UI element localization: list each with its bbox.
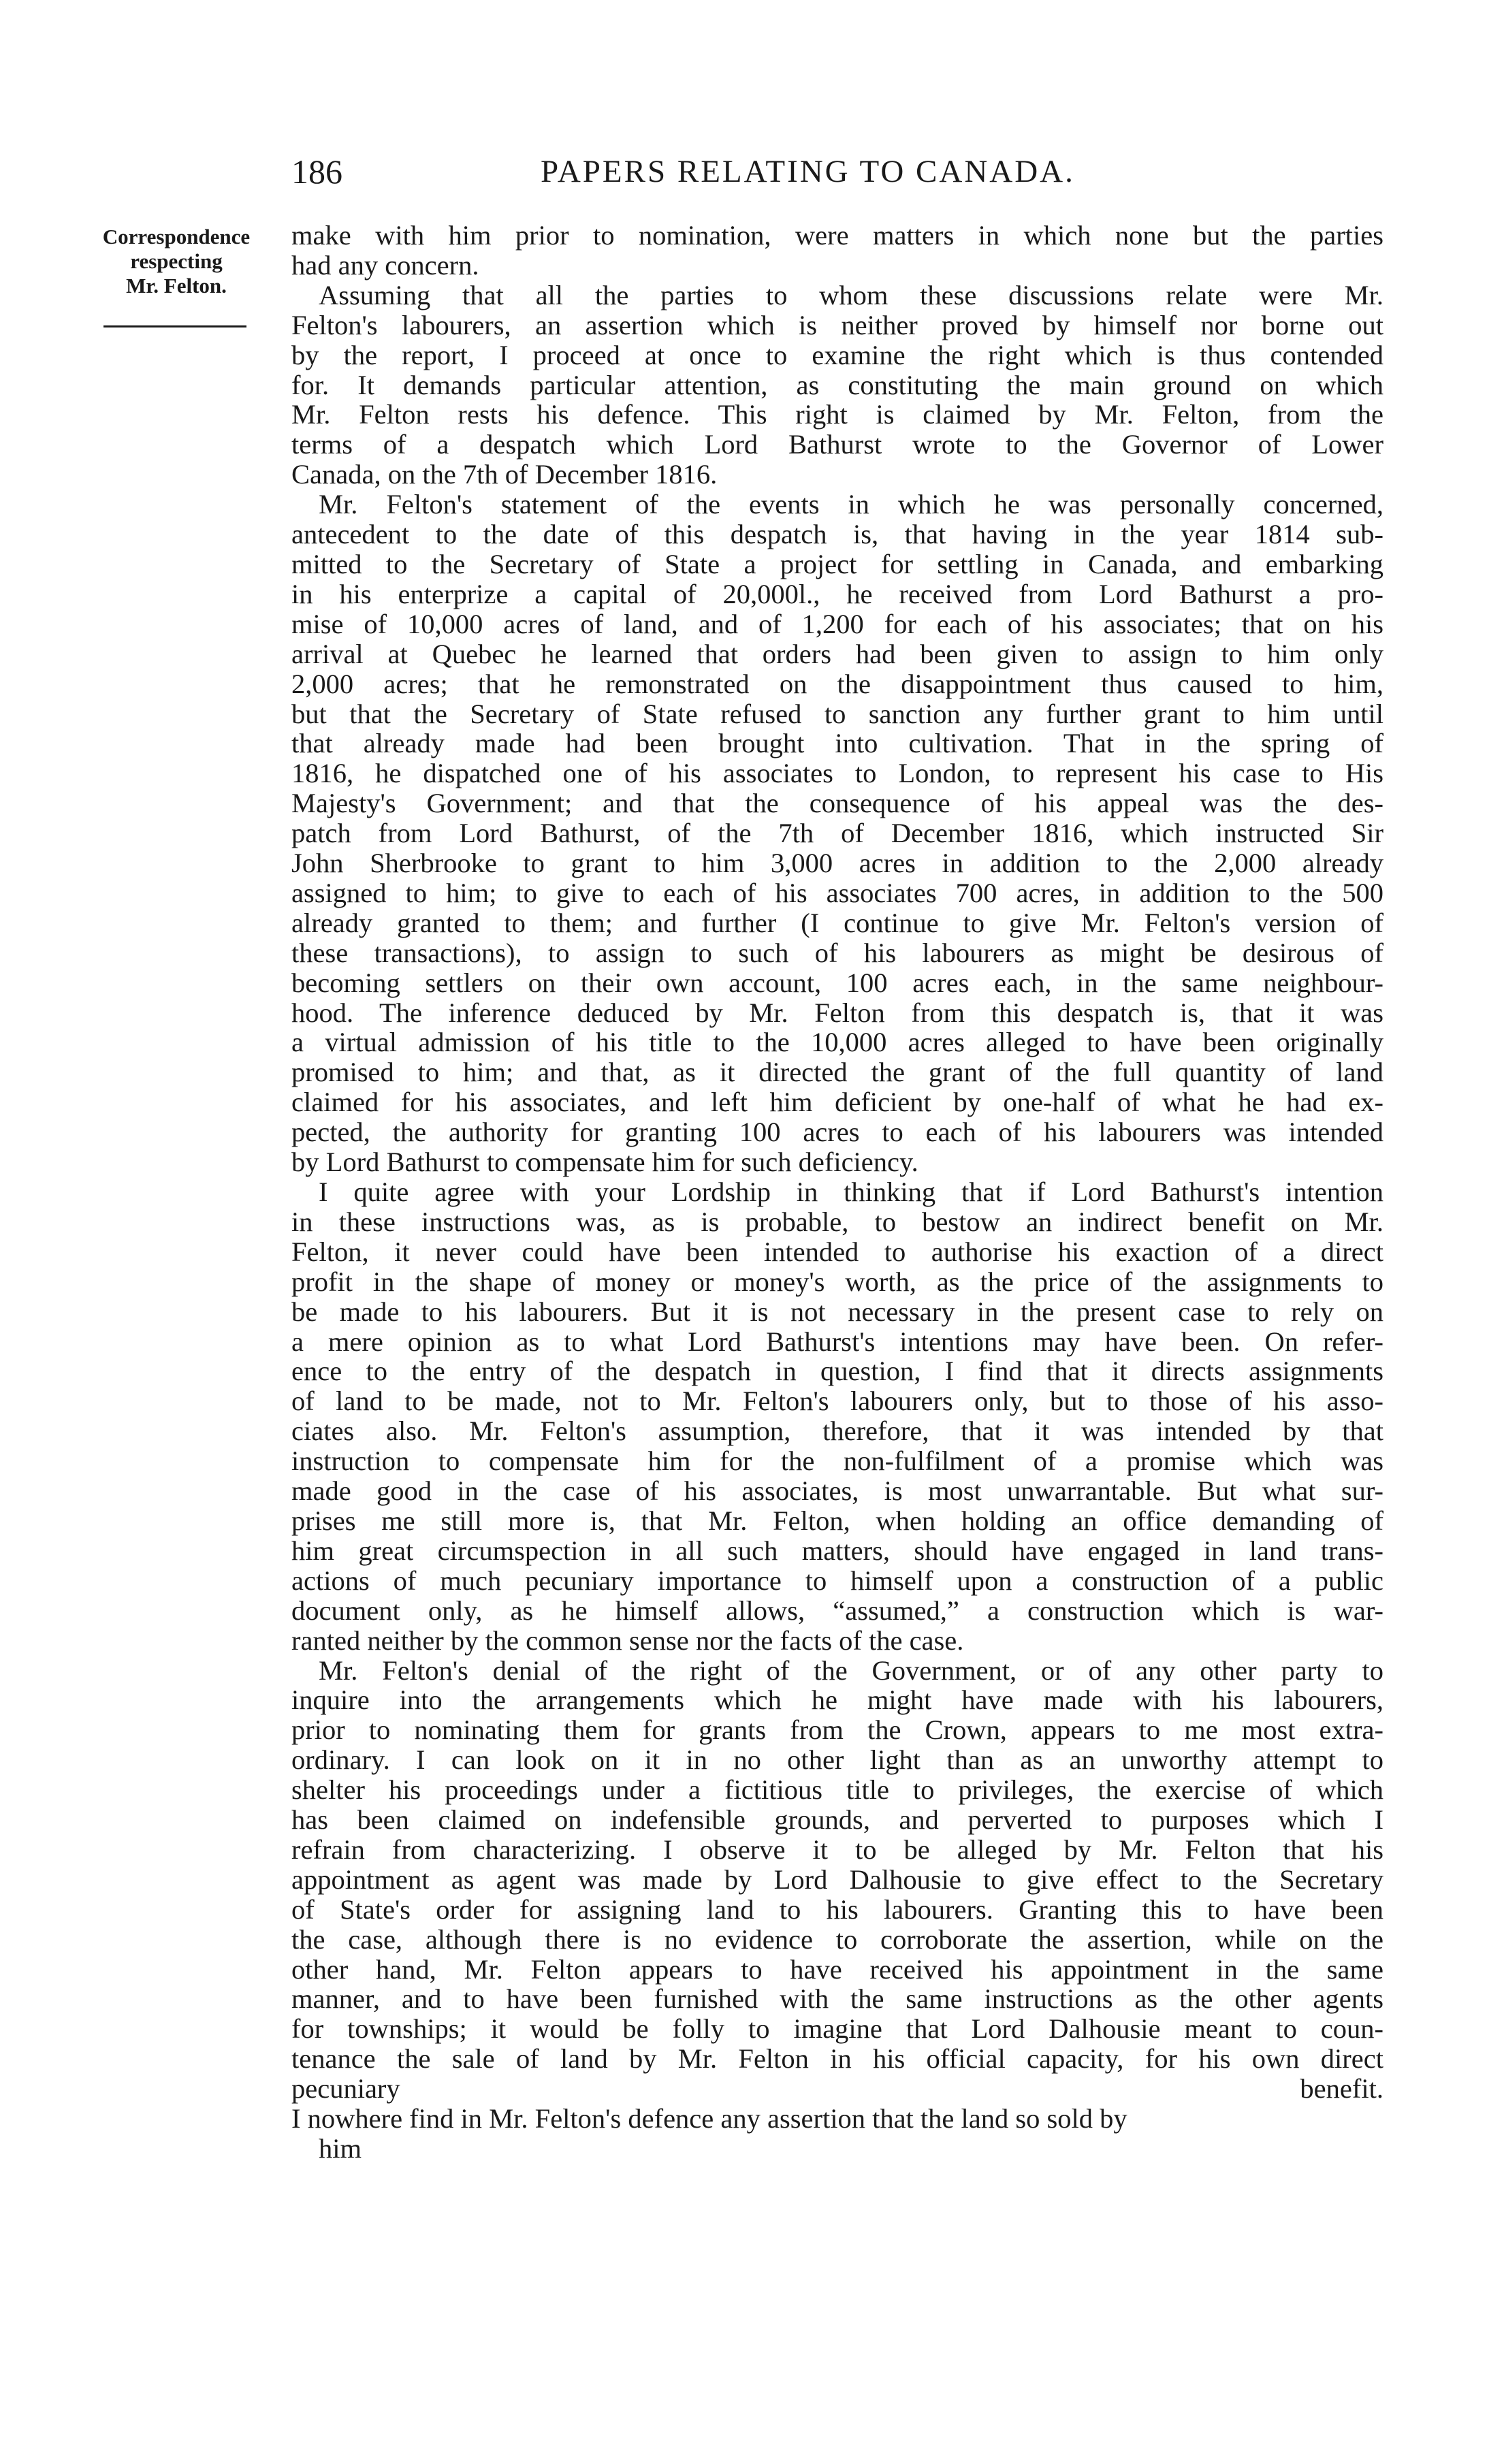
body-line: Mr. Felton's denial of the right of the Government, or of any other party to [319,1654,1383,1686]
marginal-note [87,225,266,298]
body-line: him great circumspection in all such matters, should have engaged in land trans- [291,1535,1383,1566]
body-line: Felton's labourers, an assertion which is neither proved by himself nor borne out [291,309,1383,340]
body-line: shelter his proceedings under a fictitious title to privileges, the exercise of which [291,1774,1383,1806]
running-title: PAPERS RELATING TO CANADA. [541,154,1075,189]
body-line: be made to his labourers. But it is not necessary in the present case to rely on [291,1296,1383,1327]
body-line: for. It demands particular attention, as constituting the main ground on which [291,369,1383,400]
body-line: him [319,2133,362,2164]
body-line: make with him prior to nomination, were matters in which none but the parties [291,220,1383,251]
body-line: ordinary. I can look on it in no other light than as an unworthy attempt to [291,1744,1383,1776]
body-line: the case, although there is no evidence to corroborate the assertion, while on the [291,1923,1383,1955]
body-line: I nowhere find in Mr. Felton's defence any assertion that the land so sold by [291,2103,1127,2134]
body-line: pecuniary benefit. [291,2073,1383,2105]
page-number: 186 [291,153,342,191]
body-line: tenance the sale of land by Mr. Felton in his official capacity, for his own direct [291,2043,1383,2075]
body-line: ence to the entry of the despatch in question, I find that it directs assignments [291,1356,1383,1387]
body-line: manner, and to have been furnished with the same instructions as the other agents [291,1983,1383,2015]
body-line: made good in the case of his associates, is most unwarrantable. But what sur- [291,1475,1383,1507]
body-line: that already made had been brought into cultivation. That in the spring of [291,728,1383,759]
body-line: had any concern. [291,249,479,281]
body-line: mitted to the Secretary of State a project for settling in Canada, and embarking [291,548,1383,579]
body-line: pected, the authority for granting 100 acres to each of his labourers was intended [291,1117,1383,1148]
body-line: Felton, it never could have been intended to authorise his exaction of a direct [291,1236,1383,1267]
body-line: already granted to them; and further (I continue to give Mr. Felton's version of [291,907,1383,938]
body-line: 1816, he dispatched one of his associates to London, to represent his case to His [291,758,1383,789]
body-line: becoming settlers on their own account, 100 acres each, in the same neighbour- [291,967,1383,998]
body-line: of land to be made, not to Mr. Felton's labourers only, but to those of his asso- [291,1386,1383,1417]
body-line: terms of a despatch which Lord Bathurst wrote to the Governor of Lower [291,429,1383,460]
body-line: Assuming that all the parties to whom these discussions relate were Mr. [319,279,1383,310]
marginal-note-line: Mr. Felton. [126,274,227,298]
body-line: actions of much pecuniary importance to himself upon a construction of a public [291,1565,1383,1596]
marginal-note-line: respecting [130,249,223,273]
body-line: 2,000 acres; that he remonstrated on the disappointment thus caused to him, [291,668,1383,699]
body-line: claimed for his associates, and left him deficient by one-half of what he had ex- [291,1087,1383,1118]
body-line: by the report, I proceed at once to examine the right which is thus contended [291,339,1383,370]
body-line: promised to him; and that, as it directed the grant of the full quantity of land [291,1057,1383,1088]
body-line: antecedent to the date of this despatch is, that having in the year 1814 sub- [291,519,1383,550]
body-line: has been claimed on indefensible grounds, and perverted to purposes which I [291,1804,1383,1836]
body-line: John Sherbrooke to grant to him 3,000 acres in addition to the 2,000 already [291,848,1383,879]
body-line: assigned to him; to give to each of his associates 700 acres, in addition to the 500 [291,877,1383,908]
body-line: for townships; it would be folly to imagine that Lord Dalhousie meant to coun- [291,2013,1383,2045]
body-line: Mr. Felton's statement of the events in which he was personally concerned, [319,489,1383,520]
body-line: profit in the shape of money or money's worth, as the price of the assignments to [291,1266,1383,1297]
body-line: but that the Secretary of State refused to sanction any further grant to him until [291,698,1383,729]
body-line: hood. The inference deduced by Mr. Felton from this despatch is, that it was [291,997,1383,1028]
page-header [291,151,1381,199]
body-line: ranted neither by the common sense nor the facts of the case. [291,1625,964,1656]
marginal-note-line: Correspondence [102,225,251,249]
body-line: prior to nominating them for grants from the Crown, appears to me most extra- [291,1714,1383,1746]
body-line: I quite agree with your Lordship in thinking that if Lord Bathurst's intention [319,1177,1383,1207]
body-line: instruction to compensate him for the non-fulfilment of a promise which was [291,1445,1383,1477]
body-line: arrival at Quebec he learned that orders had been given to assign to him only [291,638,1383,669]
marginal-note-rule [103,325,246,327]
body-line: prises me still more is, that Mr. Felton, when holding an office demanding of [291,1505,1383,1536]
body-line: Canada, on the 7th of December 1816. [291,459,718,490]
body-line: these transactions), to assign to such of his labourers as might be desirous of [291,937,1383,968]
body-line: inquire into the arrangements which he might have made with his labourers, [291,1684,1383,1716]
body-line: in his enterprize a capital of 20,000l., he received from Lord Bathurst a pro- [291,578,1383,609]
body-text [291,221,1383,2164]
body-line: appointment as agent was made by Lord Dalhousie to give effect to the Secretary [291,1863,1383,1895]
body-line: by Lord Bathurst to compensate him for such deficiency. [291,1147,918,1178]
body-line: of State's order for assigning land to his labourers. Granting this to have been [291,1893,1383,1925]
body-line: other hand, Mr. Felton appears to have received his appointment in the same [291,1953,1383,1985]
body-line: document only, as he himself allows, “assumed,” a construction which is war- [291,1595,1383,1626]
body-line: Mr. Felton rests his defence. This right is claimed by Mr. Felton, from the [291,399,1383,430]
body-line: ciates also. Mr. Felton's assumption, therefore, that it was intended by that [291,1415,1383,1447]
body-line: mise of 10,000 acres of land, and of 1,200 for each of his associates; that on his [291,608,1383,639]
body-line: patch from Lord Bathurst, of the 7th of December 1816, which instructed Sir [291,818,1383,849]
body-line: refrain from characterizing. I observe it to be alleged by Mr. Felton that his [291,1834,1383,1865]
body-line: in these instructions was, as is probable, to bestow an indirect benefit on Mr. [291,1206,1383,1237]
body-line: Majesty's Government; and that the consequence of his appeal was the des- [291,788,1383,819]
body-line: a mere opinion as to what Lord Bathurst's intentions may have been. On refer- [291,1326,1383,1357]
body-line: a virtual admission of his title to the 10,000 acres alleged to have been originally [291,1027,1383,1058]
